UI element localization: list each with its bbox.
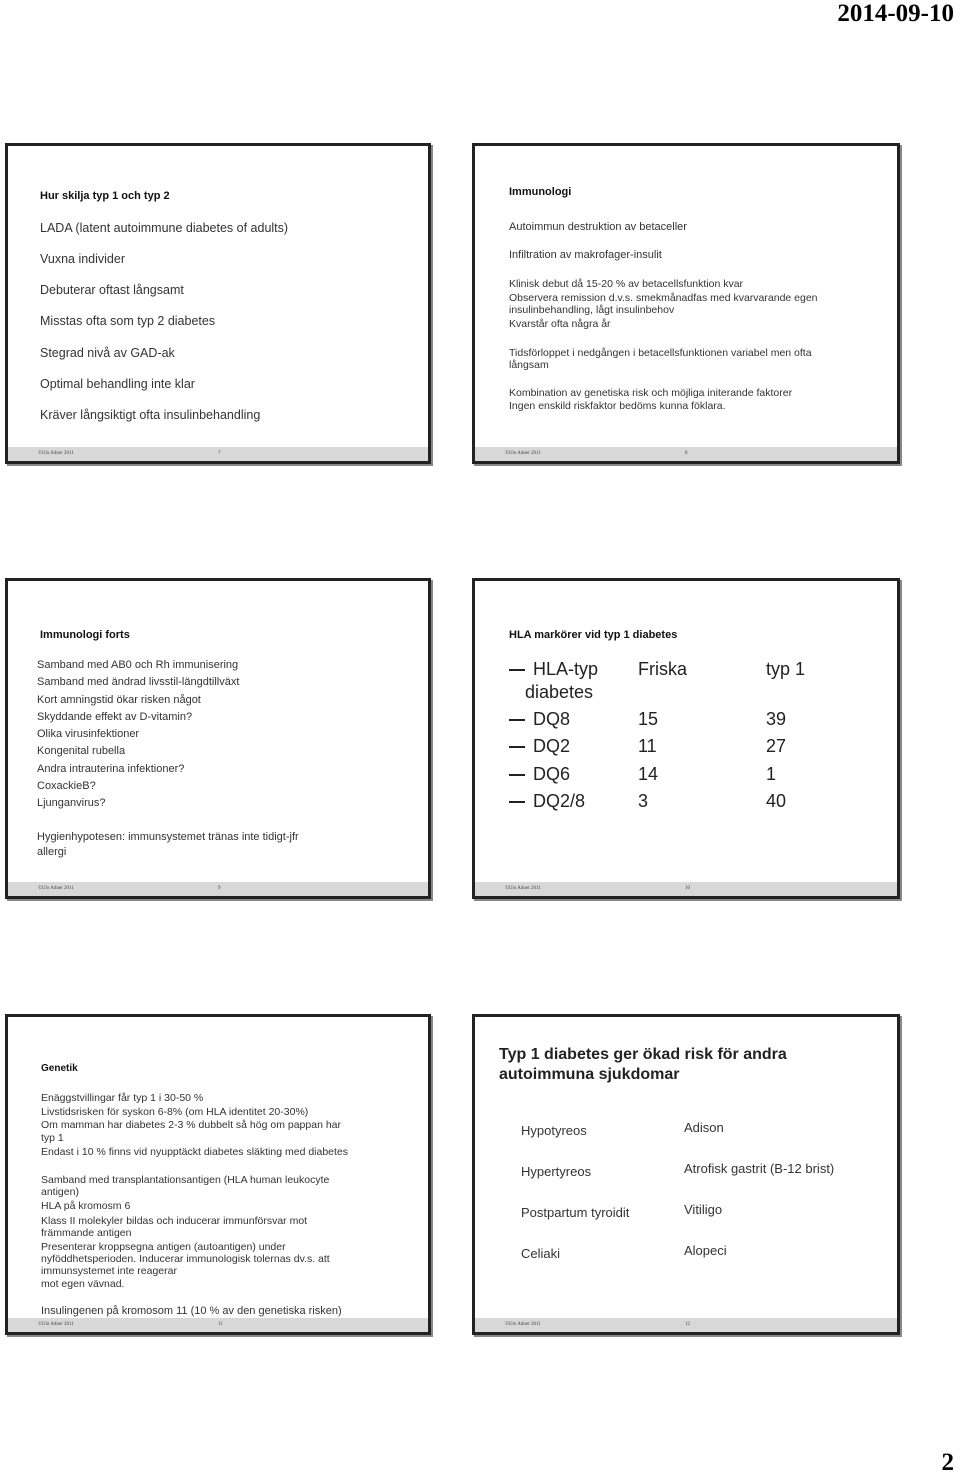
slide-line: insulinbehandling, lågt insulinbehov	[509, 304, 675, 316]
hla-row-type	[509, 709, 570, 730]
slide-number: 12	[685, 1322, 690, 1327]
footer-author: ©Ulo Adner 2011	[38, 886, 74, 891]
slide-line: Kongenital rubella	[37, 745, 126, 757]
slide-11	[5, 1014, 431, 1335]
slide-8	[472, 143, 900, 464]
slide-line: Ljunganvirus?	[37, 797, 106, 809]
slide-line: Ingen enskild riskfaktor bedöms kunna föklara.	[509, 400, 726, 412]
disease-item: Vitiligo	[684, 1202, 723, 1217]
slide-line: Kombination av genetiska risk och möjliga initerande faktorer	[509, 387, 793, 399]
slide-title-line: autoimmuna sjukdomar	[499, 1066, 680, 1083]
hla-row-type	[509, 791, 585, 812]
hla-cell: DQ8	[533, 709, 571, 729]
slide-line: Observera remission d.v.s. smekmånadfas med kvarvarande egen	[509, 292, 818, 304]
hla-row-friska: 14	[638, 764, 659, 784]
slide-line: Kräver långsiktigt ofta insulinbehandling	[40, 408, 261, 422]
slide-title-line: Typ 1 diabetes ger ökad risk för andra	[499, 1046, 787, 1063]
slide-line: främmande antigen	[41, 1227, 132, 1239]
hla-row-typ1: 27	[766, 736, 787, 756]
footer-author: ©Ulo Adner 2011	[38, 451, 74, 456]
disease-item: Celiaki	[521, 1246, 561, 1261]
footer-author: ©Ulo Adner 2011	[505, 1322, 541, 1327]
disease-item: Hypotyreos	[521, 1123, 587, 1138]
slide-footer	[8, 447, 428, 461]
slide-line: Kort amningstid ökar risken något	[37, 694, 201, 706]
slide-footer	[8, 1318, 428, 1332]
hla-type-label: HLA-typ	[533, 659, 599, 679]
hla-header-friska: Friska	[638, 659, 687, 679]
slide-line: Stegrad nivå av GAD-ak	[40, 346, 175, 360]
slide-line: Samband med transplantationsantigen (HLA human leukocyte	[41, 1174, 330, 1186]
slide-line: Misstas ofta som typ 2 diabetes	[40, 314, 216, 328]
slide-line: Olika virusinfektioner	[37, 728, 140, 740]
page-number: 2	[941, 1449, 954, 1476]
slide-number: 10	[685, 886, 690, 891]
slide-line: Hygienhypotesen: immunsystemet tränas inte tidigt-jfr	[37, 831, 299, 843]
document-date: 2014-09-10	[837, 0, 954, 27]
slide-line: Presenterar kroppsegna antigen (autoantigen) under	[41, 1241, 286, 1253]
hla-row-typ1: 40	[766, 791, 787, 811]
slide-title: Immunologi forts	[40, 629, 130, 641]
hla-row-typ1: 1	[766, 764, 777, 784]
slide-footer	[8, 882, 428, 896]
hla-row-friska: 15	[638, 709, 659, 729]
slide-line: Andra intrauterina infektioner?	[37, 763, 185, 775]
slide-line: mot egen vävnad.	[41, 1278, 125, 1290]
slide-7	[5, 143, 431, 464]
slide-line: Optimal behandling inte klar	[40, 377, 195, 391]
slide-line: Enäggstvillingar får typ 1 i 30-50 %	[41, 1092, 204, 1104]
footer-author: ©Ulo Adner 2011	[38, 1322, 74, 1327]
disease-item: Hypertyreos	[521, 1164, 592, 1179]
hla-header-typ1: typ 1	[766, 659, 806, 679]
hla-row-typ1: 39	[766, 709, 787, 729]
dash-bullet	[509, 746, 525, 748]
slide-line: Debuterar oftast långsamt	[40, 283, 184, 297]
slide-number: 9	[218, 886, 221, 891]
slide-line: Samband med ändrad livsstil-längdtillväxt	[37, 676, 240, 688]
slide-line: immunsystemet inte reagerar	[41, 1265, 177, 1277]
dash-bullet	[509, 719, 525, 721]
disease-item: Atrofisk gastrit (B-12 brist)	[684, 1161, 835, 1176]
slide-title: HLA markörer vid typ 1 diabetes	[509, 629, 678, 641]
dash-bullet	[509, 801, 525, 803]
hla-header-diabetes: diabetes	[525, 682, 594, 702]
slide-line: typ 1	[41, 1132, 64, 1144]
dash-bullet	[509, 669, 525, 671]
footer-author: ©Ulo Adner 2011	[505, 451, 541, 456]
slide-line: Livstidsrisken för syskon 6-8% (om HLA identitet 20-30%)	[41, 1106, 309, 1118]
slide-line: CoxackieB?	[37, 780, 96, 792]
slide-10	[472, 578, 900, 899]
hla-row-friska: 3	[638, 791, 649, 811]
slide-line: Om mamman har diabetes 2-3 % dubbelt så hög om pappan har	[41, 1119, 342, 1131]
hla-cell: DQ6	[533, 764, 571, 784]
slide-line: Skyddande effekt av D-vitamin?	[37, 711, 193, 723]
slide-line: Infiltration av makrofager-insulit	[509, 249, 662, 261]
slide-9	[5, 578, 431, 899]
slide-line: Kvarstår ofta några år	[509, 318, 611, 330]
slide-line: Vuxna individer	[40, 252, 126, 266]
slide-line: Tidsförloppet i nedgången i betacellsfunktionen variabel men ofta	[509, 347, 812, 359]
hla-cell: DQ2	[533, 736, 571, 756]
slide-line: Endast i 10 % finns vid nyupptäckt diabetes släkting med diabetes	[41, 1146, 349, 1158]
disease-item: Postpartum tyroidit	[521, 1205, 630, 1220]
disease-item: Adison	[684, 1120, 724, 1135]
slide-line: Autoimmun destruktion av betaceller	[509, 221, 687, 233]
footer-author: ©Ulo Adner 2011	[505, 886, 541, 891]
slide-12	[472, 1014, 900, 1335]
slide-line: LADA (latent autoimmune diabetes of adults)	[40, 221, 289, 235]
slide-title	[499, 1045, 787, 1085]
slide-line: Insulingenen på kromosom 11 (10 % av den genetiska risken)	[41, 1305, 342, 1317]
slide-title: Immunologi	[509, 186, 572, 198]
slide-footer	[475, 882, 897, 896]
slide-line: Klass II molekyler bildas och inducerar immunförsvar mot	[41, 1215, 308, 1227]
hla-row-friska: 11	[638, 736, 657, 756]
slide-line: nyföddhetsperioden. Inducerar immunologisk tolernas dv.s. att	[41, 1253, 330, 1265]
slide-number: 11	[218, 1322, 223, 1327]
slide-number: 7	[218, 451, 221, 456]
slide-footer	[475, 447, 897, 461]
slide-line: HLA på kromosm 6	[41, 1200, 131, 1212]
slide-line: antigen)	[41, 1186, 79, 1198]
slide-line: Klinisk debut då 15-20 % av betacellsfunktion kvar	[509, 278, 744, 290]
slide-line: Samband med AB0 och Rh immunisering	[37, 659, 239, 671]
slide-title: Hur skilja typ 1 och typ 2	[40, 190, 170, 202]
slide-number: 8	[685, 451, 688, 456]
disease-item: Alopeci	[684, 1243, 727, 1258]
slide-line: allergi	[37, 846, 67, 858]
hla-cell: DQ2/8	[533, 791, 586, 811]
hla-row-type	[509, 736, 570, 757]
dash-bullet	[509, 774, 525, 776]
slide-title: Genetik	[41, 1063, 78, 1074]
slide-footer	[475, 1318, 897, 1332]
hla-row-type	[509, 764, 570, 785]
hla-header-type	[509, 659, 598, 680]
slide-line: långsam	[509, 359, 549, 371]
